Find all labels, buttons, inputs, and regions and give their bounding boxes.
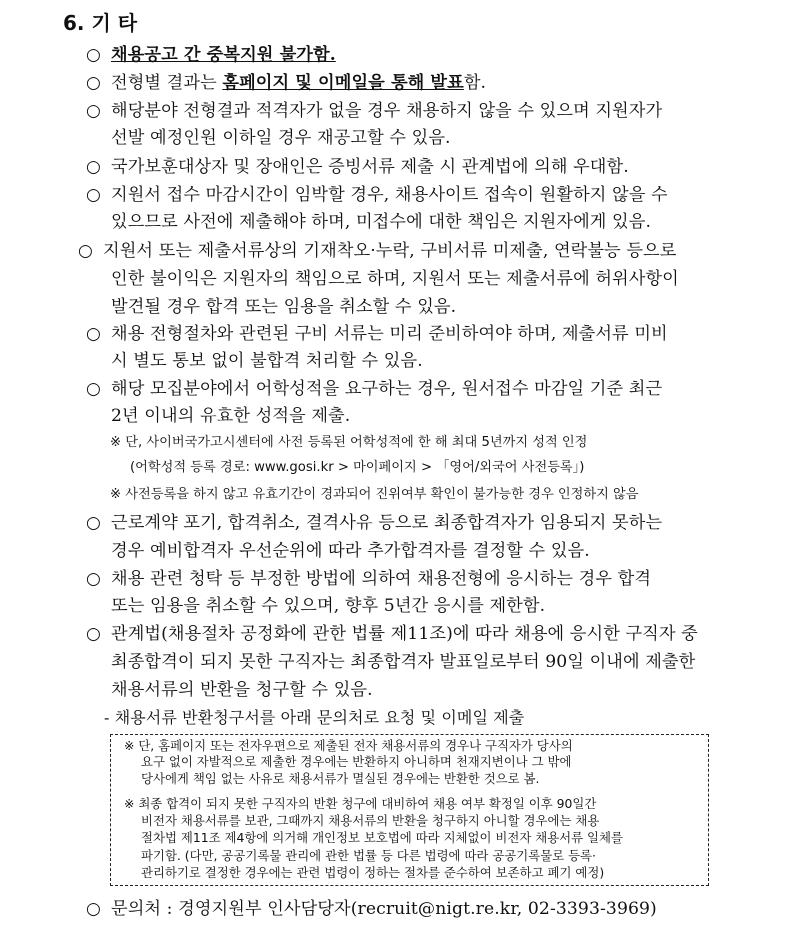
result-announcement-text: [111, 72, 486, 94]
no-duplicate-application-text: 채용공고 간 중복지원 불가함.: [111, 45, 336, 65]
item-line: 또는 임용을 취소할 수 있으며, 향후 5년간 응시를 제한함.: [111, 596, 546, 616]
box-line: ※ 단, 홈페이지 또는 전자우편으로 제출된 전자 채용서류의 경우나 구직자가 당사의: [124, 738, 573, 753]
return-request-instruction: - 채용서류 반환청구서를 아래 문의처로 요청 및 이메일 제출: [104, 708, 525, 727]
section-title: 6. 기 타: [63, 11, 138, 35]
circle-bullet-icon: ○: [86, 157, 101, 177]
box-line: 관리하기로 결정한 경우에는 관련 법령이 정하는 절차를 준수하여 보존하고 폐기 예정): [141, 865, 605, 880]
box-line: 요구 없이 자발적으로 제출한 경우에는 반환하지 아니하며 천재지변이나 그 밖에: [141, 754, 572, 769]
box-line: 파기함. (다만, 공공기록물 관리에 관한 법률 등 다른 법령에 따라 공공기록물로 등록·: [141, 848, 596, 863]
box-line: 비전자 채용서류를 보관, 그때까지 채용서류의 반환을 청구하지 아니할 경우에는 채용: [141, 813, 600, 828]
box-line: ※ 최종 합격이 되지 못한 구직자의 반환 청구에 대비하여 채용 여부 확정일 이후 90일간: [124, 796, 597, 811]
contact-info: 문의처 : 경영지원부 인사담당자(recruit@nigt.re.kr, 02-3393-3969): [111, 899, 657, 919]
item-line: 인한 불이익은 지원자의 책임으로 하며, 지원서 또는 제출서류에 허위사항이: [111, 269, 679, 289]
box-line: 절차법 제11조 제4항에 의거해 개인정보 보호법에 따라 지체없이 비전자 채용서류 일체를: [141, 830, 623, 845]
circle-bullet-icon: ○: [86, 569, 101, 589]
circle-bullet-icon: ○: [86, 899, 101, 919]
item-line: 국가보훈대상자 및 장애인은 증빙서류 제출 시 관계법에 의해 우대함.: [111, 157, 629, 177]
item-line: 해당분야 전형결과 적격자가 없을 경우 채용하지 않을 수 있으며 지원자가: [111, 101, 663, 121]
item-line: 채용서류의 반환을 청구할 수 있음.: [111, 680, 373, 700]
circle-bullet-icon: ○: [86, 45, 101, 65]
language-score-note: ※ 단, 사이버국가고시센터에 사전 등록된 어학성적에 한 해 최대 5년까지 성적 인정: [110, 435, 588, 450]
item-line: 채용 전형절차와 관련된 구비 서류는 미리 준비하여야 하며, 제출서류 미비: [111, 324, 668, 344]
item-line: 2년 이내의 유효한 성적을 제출.: [111, 406, 351, 426]
language-score-path-note: (어학성적 등록 경로: www.gosi.kr > 마이페이지 > 「영어/외국어 사전등록」): [130, 460, 585, 475]
item-line: 최종합격이 되지 못한 구직자는 최종합격자 발표일로부터 90일 이내에 제출한: [111, 652, 696, 672]
circle-bullet-icon: ○: [78, 241, 93, 261]
item-line: 선발 예정인원 이하일 경우 재공고할 수 있음.: [111, 128, 451, 148]
item-line: 근로계약 포기, 합격취소, 결격사유 등으로 최종합격자가 임용되지 못하는: [111, 513, 663, 533]
item-line: 시 별도 통보 없이 불합격 처리할 수 있음.: [111, 351, 423, 371]
item-line: 발견될 경우 합격 또는 임용을 취소할 수 있음.: [111, 297, 457, 317]
circle-bullet-icon: ○: [86, 73, 101, 93]
result-emphasis: 홈페이지 및 이메일을 통해 발표: [222, 73, 464, 93]
item-line: 있으므로 사전에 제출해야 하며, 미접수에 대한 책임은 지원자에게 있음.: [111, 212, 652, 232]
circle-bullet-icon: ○: [86, 101, 101, 121]
item-line: 채용 관련 청탁 등 부정한 방법에 의하여 채용전형에 응시하는 경우 합격: [111, 569, 652, 589]
item-line: 해당 모집분야에서 어학성적을 요구하는 경우, 원서접수 마감일 기준 최근: [111, 379, 663, 399]
result-suffix: 함.: [463, 73, 487, 93]
result-prefix: 전형별 결과는: [111, 73, 223, 93]
pre-registration-note: ※ 사전등록을 하지 않고 유효기간이 경과되어 진위여부 확인이 불가능한 경우 인정하지 않음: [110, 487, 639, 502]
item-line: 관계법(채용절차 공정화에 관한 법률 제11조)에 따라 채용에 응시한 구직자 중: [111, 624, 698, 644]
item-line: 지원서 접수 마감시간이 임박할 경우, 채용사이트 접속이 원활하지 않을 수: [111, 185, 668, 205]
item-line: 지원서 또는 제출서류상의 기재착오·누락, 구비서류 미제출, 연락불능 등으로: [103, 241, 677, 261]
circle-bullet-icon: ○: [86, 185, 101, 205]
circle-bullet-icon: ○: [86, 513, 101, 533]
item-line: 경우 예비합격자 우선순위에 따라 추가합격자를 결정할 수 있음.: [111, 541, 590, 561]
box-line: 당사에게 책임 없는 사유로 채용서류가 멸실된 경우에는 반환한 것으로 봄.: [141, 771, 540, 786]
circle-bullet-icon: ○: [86, 324, 101, 344]
circle-bullet-icon: ○: [86, 379, 101, 399]
circle-bullet-icon: ○: [86, 624, 101, 644]
